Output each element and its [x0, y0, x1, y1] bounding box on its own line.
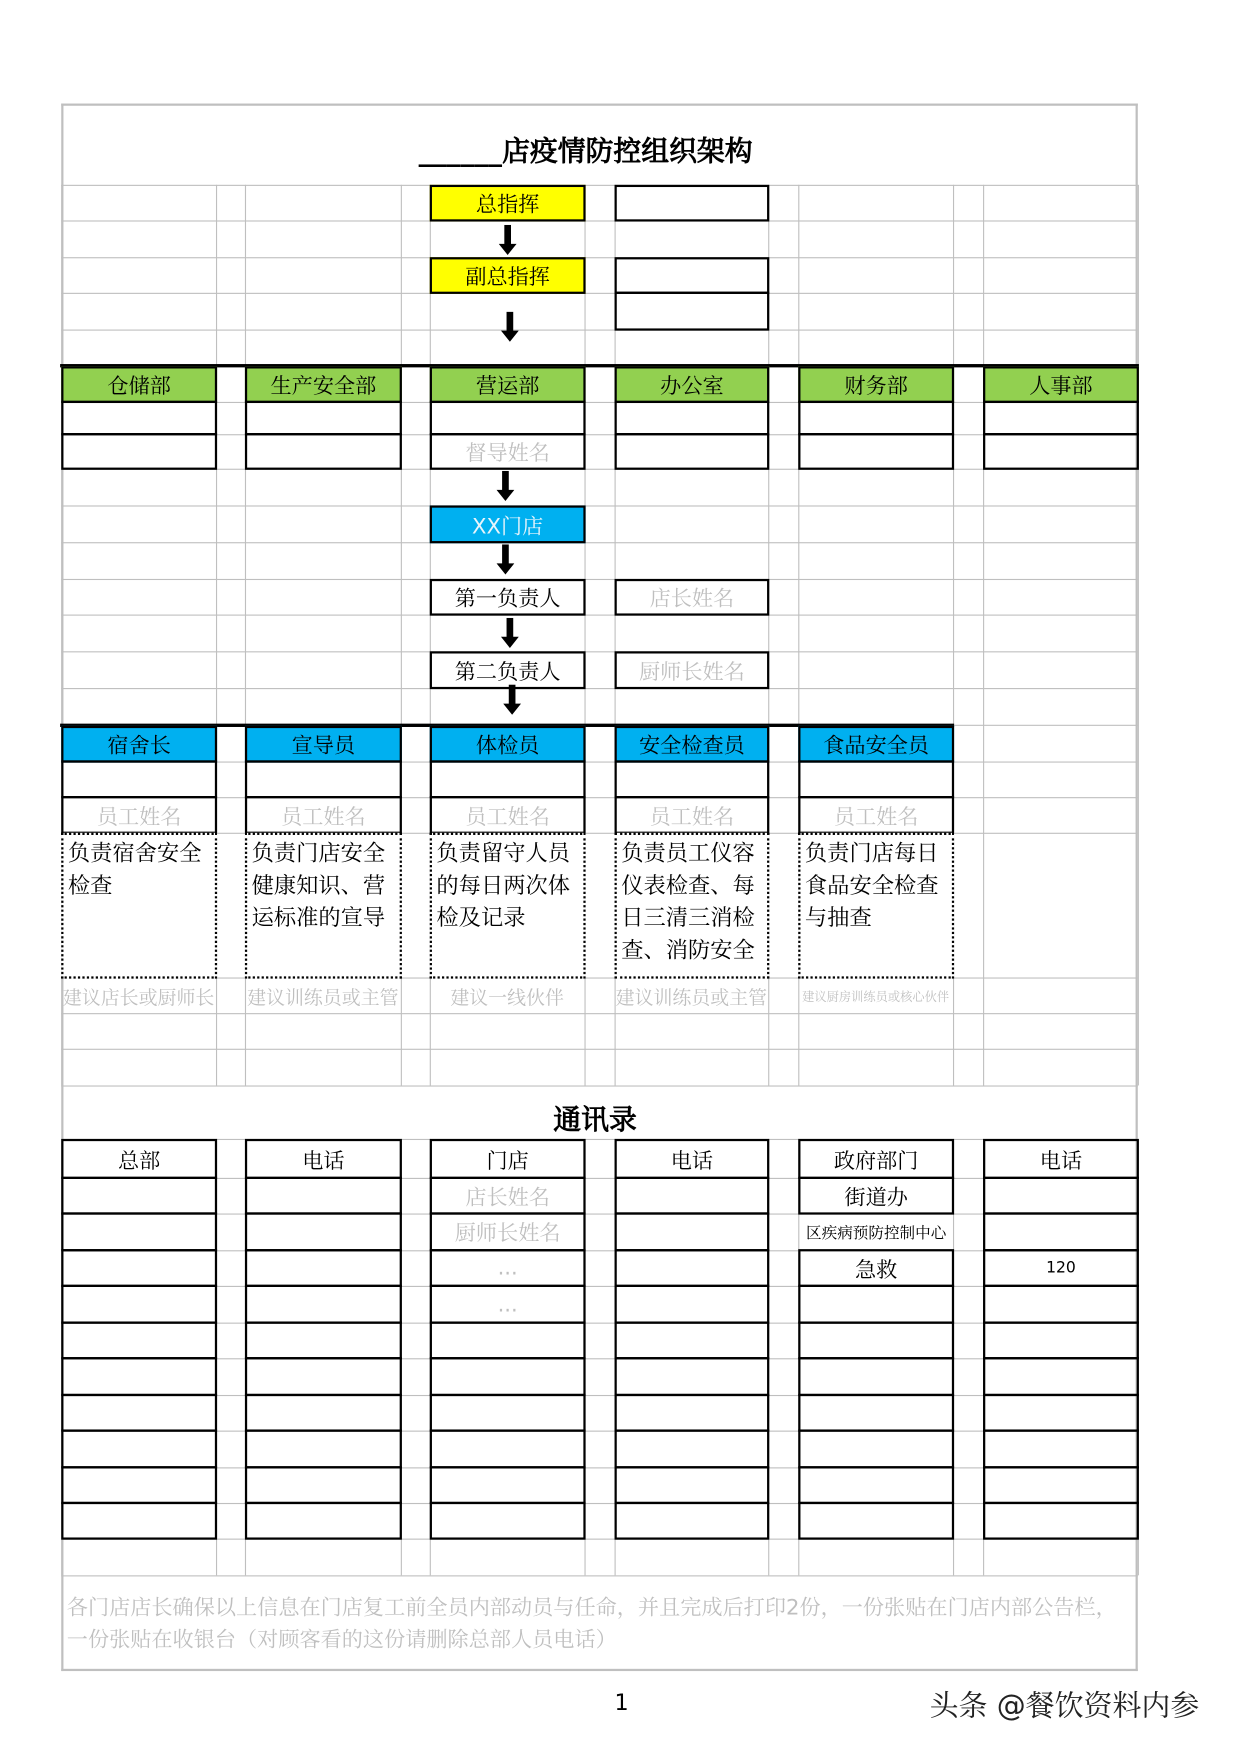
first-lead-name: 店长姓名	[615, 579, 770, 616]
footer-note: 各门店店长确保以上信息在门店复工前全员内部动员与任命，并且完成后打印2份，一份张贴在门店内部公告栏，一份张贴在收银台（对顾客看的这份请删除总部人员电话）	[66, 1595, 1117, 1653]
gridline	[61, 797, 1138, 798]
contacts-header: 总部	[61, 1139, 217, 1179]
arrow-down-icon	[499, 225, 517, 256]
department-row	[798, 433, 954, 470]
gridline	[61, 1669, 1138, 1671]
gridline	[61, 1178, 1138, 1179]
contacts-header: 电话	[615, 1139, 770, 1179]
department-header: 生产安全部	[245, 366, 402, 403]
role-suggestion: 建议店长或厨师长	[62, 987, 215, 1010]
role-row	[61, 760, 217, 798]
deputy-name-box-2	[615, 292, 770, 331]
department-row	[983, 433, 1139, 470]
deputy-box: 副总指挥	[430, 257, 586, 294]
contacts-cell	[61, 1502, 217, 1540]
gridline	[61, 220, 1138, 221]
gridline	[61, 1085, 1138, 1086]
gridline	[61, 1395, 1138, 1396]
gridline	[61, 257, 1138, 258]
second-lead-name: 厨师长姓名	[615, 651, 770, 689]
gridline	[61, 185, 1138, 186]
contacts-cell	[983, 1285, 1139, 1324]
contacts-cell	[798, 1357, 954, 1396]
contacts-cell	[245, 1321, 402, 1359]
role-header: 食品安全员	[798, 726, 954, 763]
role-row	[430, 760, 586, 798]
contacts-cell	[61, 1285, 217, 1324]
arrow-down-icon	[501, 618, 519, 649]
gridline	[61, 1358, 1138, 1359]
contacts-cell	[615, 1466, 770, 1504]
role-suggestion: 建议训练员或主管	[247, 987, 399, 1010]
contacts-cell: 急救	[798, 1249, 954, 1287]
contacts-cell	[615, 1285, 770, 1324]
role-duty: 负责门店安全健康知识、营运标准的宣导	[245, 833, 402, 979]
gridline	[61, 688, 1138, 689]
role-header: 体检员	[430, 726, 586, 763]
contacts-cell	[983, 1429, 1139, 1468]
role-row	[615, 760, 770, 798]
gridline	[61, 104, 1138, 106]
contacts-cell	[615, 1321, 770, 1359]
contacts-cell	[798, 1429, 954, 1468]
contacts-cell	[430, 1357, 586, 1396]
contacts-cell	[245, 1285, 402, 1324]
contacts-cell	[615, 1212, 770, 1251]
contacts-cell	[61, 1394, 217, 1432]
gridline	[61, 505, 1138, 506]
gridline	[61, 293, 1138, 294]
contacts-cell: 街道办	[798, 1177, 954, 1215]
contacts-cell	[983, 1212, 1139, 1251]
contacts-cell: 120	[983, 1249, 1139, 1287]
contacts-cell	[61, 1321, 217, 1359]
role-duty: 负责留守人员的每日两次体检及记录	[430, 833, 586, 979]
contacts-title: 通讯录	[553, 1103, 637, 1136]
role-row	[798, 760, 954, 798]
gridline	[61, 761, 1138, 762]
gridline	[61, 1250, 1138, 1251]
contacts-cell	[983, 1357, 1139, 1396]
role-row	[245, 760, 402, 798]
role-name: 员工姓名	[430, 796, 586, 834]
department-row	[983, 401, 1139, 436]
contacts-cell	[615, 1357, 770, 1396]
department-row	[245, 401, 402, 436]
contacts-cell	[798, 1394, 954, 1432]
contacts-header: 政府部门	[798, 1139, 954, 1179]
contacts-cell	[61, 1429, 217, 1468]
contacts-cell	[430, 1429, 586, 1468]
contacts-cell	[61, 1177, 217, 1215]
gridline	[61, 615, 1138, 616]
department-header: 财务部	[798, 366, 954, 403]
contacts-header: 电话	[983, 1139, 1139, 1179]
contacts-cell	[61, 1466, 217, 1504]
department-row	[245, 433, 402, 470]
gridline	[61, 542, 1138, 543]
contacts-cell	[798, 1466, 954, 1504]
department-row	[615, 401, 770, 436]
department-row	[615, 433, 770, 470]
contacts-cell: 店长姓名	[430, 1177, 586, 1215]
role-suggestion: 建议厨房训练员或核心伙伴	[802, 989, 950, 1004]
gridline	[61, 1575, 1138, 1576]
page-number: 1	[614, 1688, 629, 1716]
gridline	[61, 434, 1138, 435]
contacts-cell	[61, 1249, 217, 1287]
department-header: 人事部	[983, 366, 1139, 403]
contacts-cell	[430, 1466, 586, 1504]
contacts-cell	[798, 1285, 954, 1324]
role-suggestion: 建议训练员或主管	[615, 987, 768, 1010]
contacts-cell	[245, 1177, 402, 1215]
page-title: ______店疫情防控组织架构	[418, 134, 753, 167]
contacts-cell: ...	[430, 1249, 586, 1287]
department-row	[61, 401, 217, 436]
contacts-header: 电话	[245, 1139, 402, 1179]
arrow-down-icon	[497, 471, 515, 502]
arrow-down-icon	[503, 685, 521, 716]
contacts-cell	[61, 1357, 217, 1396]
role-name: 员工姓名	[61, 796, 217, 834]
first-lead-box: 第一负责人	[430, 579, 586, 616]
contacts-cell	[430, 1502, 586, 1540]
contacts-cell	[798, 1502, 954, 1540]
gridline	[61, 1467, 1138, 1468]
gridline	[61, 1503, 1138, 1504]
contacts-cell: 厨师长姓名	[430, 1212, 586, 1251]
department-header: 办公室	[615, 366, 770, 403]
contacts-cell	[430, 1394, 586, 1432]
contacts-cell	[615, 1394, 770, 1432]
department-row: 督导姓名	[430, 433, 586, 470]
department-header: 营运部	[430, 366, 586, 403]
gridline	[61, 1013, 1138, 1014]
gridline	[61, 1139, 1138, 1140]
contacts-header: 门店	[430, 1139, 586, 1179]
store-box: XX门店	[430, 505, 586, 543]
department-row	[61, 433, 217, 470]
contacts-cell	[615, 1429, 770, 1468]
gridline	[61, 1049, 1138, 1050]
role-duty: 负责门店每日食品安全检查与抽查	[798, 833, 954, 979]
contacts-cell	[983, 1321, 1139, 1359]
department-row	[798, 401, 954, 436]
deputy-name-box	[615, 257, 770, 294]
gridline	[61, 833, 1138, 834]
role-header: 宿舍长	[61, 726, 217, 763]
gridline	[61, 1431, 1138, 1432]
gridline	[61, 977, 1138, 978]
contacts-cell	[245, 1466, 402, 1504]
contacts-cell	[983, 1466, 1139, 1504]
role-duty: 负责宿舍安全检查	[61, 833, 217, 979]
role-duty: 负责员工仪容仪表检查、每日三清三消检查、消防安全	[615, 833, 770, 979]
gridline	[61, 1323, 1138, 1324]
contacts-cell	[430, 1321, 586, 1359]
gridline	[61, 402, 1138, 403]
contacts-cell	[61, 1212, 217, 1251]
contacts-cell	[245, 1394, 402, 1432]
gridline	[61, 330, 1138, 331]
contacts-cell	[615, 1249, 770, 1287]
gridline	[1138, 185, 1139, 1086]
contacts-cell	[983, 1502, 1139, 1540]
chief-box: 总指挥	[430, 185, 586, 222]
contacts-cell	[245, 1502, 402, 1540]
gridline	[61, 1539, 1138, 1540]
contacts-cell: ...	[430, 1285, 586, 1324]
department-row	[430, 401, 586, 436]
contacts-cell	[245, 1212, 402, 1251]
arrow-down-icon	[501, 312, 519, 343]
contacts-cell	[615, 1502, 770, 1540]
contacts-cell	[983, 1177, 1139, 1215]
second-lead-box: 第二负责人	[430, 651, 586, 689]
gridline	[61, 1286, 1138, 1287]
contacts-cell	[615, 1177, 770, 1215]
role-header: 安全检查员	[615, 726, 770, 763]
gridline	[61, 651, 1138, 652]
gridline	[61, 469, 1138, 470]
arrow-down-icon	[497, 544, 515, 575]
contacts-cell	[245, 1249, 402, 1287]
gridline	[983, 185, 984, 1086]
role-name: 员工姓名	[798, 796, 954, 834]
role-header: 宣导员	[245, 726, 402, 763]
role-suggestion: 建议一线伙伴	[450, 987, 564, 1010]
contacts-cell	[245, 1429, 402, 1468]
contacts-cell	[983, 1394, 1139, 1432]
gridline	[61, 1213, 1138, 1214]
contacts-cell	[245, 1357, 402, 1396]
contacts-cell	[798, 1321, 954, 1359]
role-name: 员工姓名	[245, 796, 402, 834]
department-header: 仓储部	[61, 366, 217, 403]
contacts-cell: 区疾病预防控制中心	[806, 1224, 947, 1242]
watermark: 头条 @餐饮资料内参	[929, 1689, 1200, 1724]
divider-line	[60, 364, 1139, 367]
gridline	[61, 579, 1138, 580]
role-name: 员工姓名	[615, 796, 770, 834]
chief-name-box	[615, 185, 770, 222]
